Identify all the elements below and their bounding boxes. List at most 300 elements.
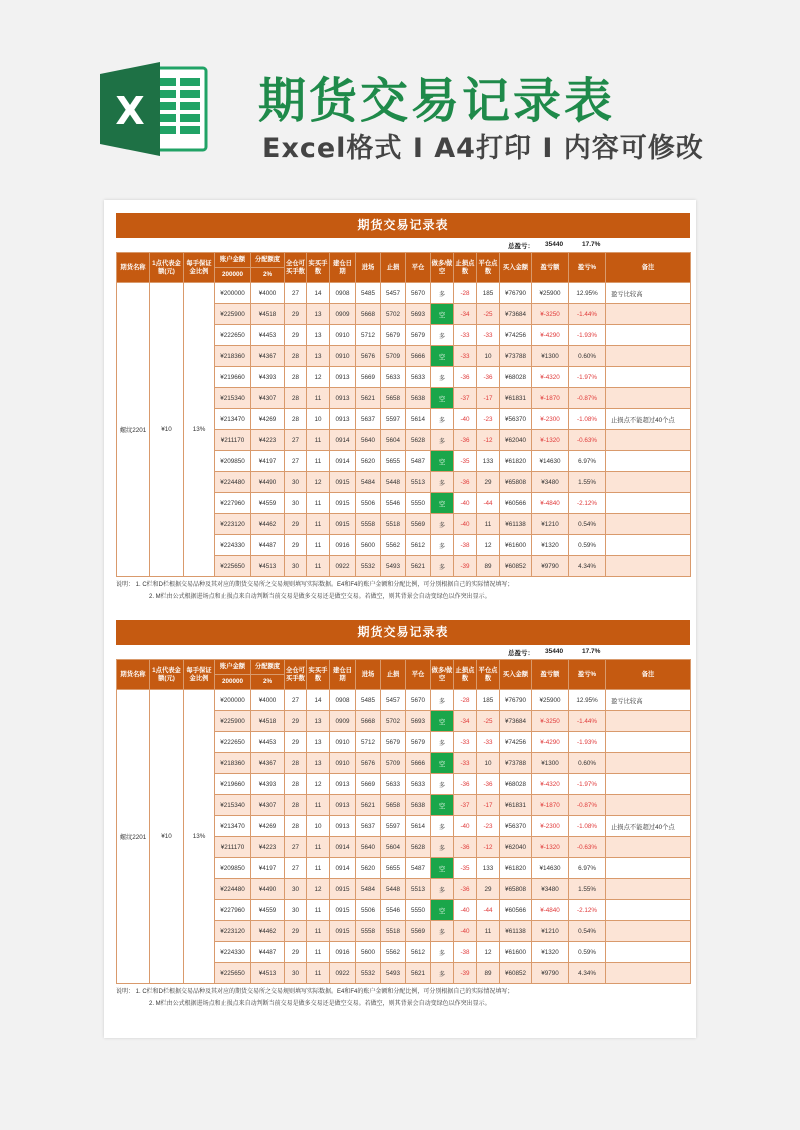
cell-direction: 空	[431, 900, 454, 921]
cell-stop: 5679	[381, 732, 406, 753]
cell-max-lots: 27	[285, 283, 307, 304]
cell-direction: 多	[431, 430, 454, 451]
cell-close-points: 133	[477, 451, 500, 472]
cell-entry: 5485	[356, 690, 381, 711]
cell-remark	[606, 451, 691, 472]
cell-pnl-pct: -0.63%	[569, 837, 606, 858]
cell-entry: 5532	[356, 963, 381, 984]
cell-alloc: ¥4518	[251, 304, 285, 325]
cell-pnl: ¥25900	[532, 690, 569, 711]
cell-actual-lots: 12	[307, 879, 330, 900]
header-max-lots: 全仓可买手数	[285, 253, 307, 283]
cell-stop-points: -36	[454, 879, 477, 900]
cell-pnl: ¥1300	[532, 346, 569, 367]
cell-close-points: -12	[477, 837, 500, 858]
cell-close-points: -44	[477, 493, 500, 514]
cell-date: 0915	[330, 514, 356, 535]
cell-account: ¥218360	[215, 346, 251, 367]
cell-alloc: ¥4367	[251, 753, 285, 774]
cell-max-lots: 29	[285, 732, 307, 753]
cell-date: 0908	[330, 283, 356, 304]
cell-actual-lots: 11	[307, 514, 330, 535]
cell-alloc: ¥4490	[251, 879, 285, 900]
cell-close-points: 12	[477, 535, 500, 556]
cell-stop: 5702	[381, 304, 406, 325]
header-account: 账户金额	[215, 660, 251, 675]
cell-remark	[606, 493, 691, 514]
cell-buy-amount: ¥61831	[500, 388, 532, 409]
cell-entry: 5676	[356, 753, 381, 774]
cell-direction: 多	[431, 409, 454, 430]
cell-actual-lots: 13	[307, 346, 330, 367]
cell-remark	[606, 535, 691, 556]
cell-close: 5487	[406, 858, 431, 879]
cell-max-lots: 29	[285, 325, 307, 346]
cell-close: 5693	[406, 711, 431, 732]
cell-close-points: 185	[477, 690, 500, 711]
cell-close: 5621	[406, 556, 431, 577]
cell-alloc: ¥4393	[251, 367, 285, 388]
cell-margin: 13%	[184, 283, 215, 577]
cell-stop: 5518	[381, 514, 406, 535]
cell-alloc: ¥4487	[251, 535, 285, 556]
summary-label: 总盈亏：	[508, 650, 534, 657]
cell-remark	[606, 900, 691, 921]
cell-stop-points: -39	[454, 963, 477, 984]
cell-entry: 5532	[356, 556, 381, 577]
note-line-1: 说明： 1. C栏和D栏根据交易品种及其对应的期货交易所之交易规则填写实际数据。E4和F4的账户金额和分配比例，可分别根据自己的实际情况填写；	[116, 582, 514, 588]
cell-account: ¥211170	[215, 430, 251, 451]
cell-buy-amount: ¥62040	[500, 430, 532, 451]
cell-actual-lots: 12	[307, 472, 330, 493]
cell-account: ¥218360	[215, 753, 251, 774]
table-row	[117, 690, 691, 711]
cell-direction: 多	[431, 535, 454, 556]
cell-stop: 5679	[381, 325, 406, 346]
cell-date: 0913	[330, 409, 356, 430]
cell-account: ¥219660	[215, 367, 251, 388]
cell-date: 0922	[330, 963, 356, 984]
cell-buy-amount: ¥73788	[500, 753, 532, 774]
cell-close: 5513	[406, 472, 431, 493]
cell-close: 5550	[406, 900, 431, 921]
cell-pnl: ¥-2300	[532, 816, 569, 837]
cell-date: 0914	[330, 837, 356, 858]
cell-alloc: ¥4453	[251, 732, 285, 753]
cell-close: 5569	[406, 921, 431, 942]
cell-alloc: ¥4518	[251, 711, 285, 732]
cell-product: 螺纹2201	[117, 283, 150, 577]
cell-remark	[606, 472, 691, 493]
cell-pnl: ¥1210	[532, 514, 569, 535]
cell-pnl: ¥9790	[532, 963, 569, 984]
cell-close: 5513	[406, 879, 431, 900]
cell-date: 0913	[330, 795, 356, 816]
cell-alloc: ¥4462	[251, 514, 285, 535]
cell-pnl: ¥-3250	[532, 304, 569, 325]
cell-actual-lots: 11	[307, 388, 330, 409]
header-actual-lots: 实买手数	[307, 660, 330, 690]
cell-close-points: 10	[477, 753, 500, 774]
cell-close-points: -36	[477, 774, 500, 795]
cell-date: 0910	[330, 325, 356, 346]
cell-account: ¥213470	[215, 816, 251, 837]
cell-close-points: 10	[477, 346, 500, 367]
cell-stop: 5546	[381, 493, 406, 514]
header-stop: 止损	[381, 660, 406, 690]
cell-actual-lots: 10	[307, 409, 330, 430]
cell-pnl: ¥-4840	[532, 493, 569, 514]
record-table-1	[116, 213, 690, 603]
cell-alloc: ¥4223	[251, 430, 285, 451]
cell-buy-amount: ¥56370	[500, 816, 532, 837]
cell-buy-amount: ¥60566	[500, 900, 532, 921]
cell-point-value: ¥10	[150, 283, 184, 577]
header-pnl: 盈亏额	[532, 660, 569, 690]
cell-account: ¥213470	[215, 409, 251, 430]
cell-actual-lots: 13	[307, 304, 330, 325]
cell-direction: 空	[431, 795, 454, 816]
cell-stop-points: -28	[454, 283, 477, 304]
cell-buy-amount: ¥61138	[500, 514, 532, 535]
cell-actual-lots: 14	[307, 283, 330, 304]
cell-close: 5679	[406, 732, 431, 753]
cell-direction: 多	[431, 774, 454, 795]
spreadsheet-page	[104, 200, 696, 1038]
cell-date: 0915	[330, 900, 356, 921]
cell-remark	[606, 858, 691, 879]
cell-pnl-pct: 0.60%	[569, 346, 606, 367]
note-line-2: 2. M栏由公式根据进场点和止损点来自动判断当前交易是做多交易还是做空交易。若做空，则其背景会自动变绿色以作突出显示。	[149, 1001, 491, 1007]
header-direction: 做多/做空	[431, 660, 454, 690]
cell-buy-amount: ¥60852	[500, 963, 532, 984]
cell-alloc: ¥4197	[251, 451, 285, 472]
cell-stop: 5448	[381, 472, 406, 493]
cell-close: 5670	[406, 283, 431, 304]
cell-alloc: ¥4513	[251, 556, 285, 577]
cell-remark	[606, 753, 691, 774]
cell-remark: 止损点不能超过40个点	[606, 409, 691, 430]
trade-table	[116, 659, 691, 984]
cell-actual-lots: 13	[307, 711, 330, 732]
cell-date: 0915	[330, 879, 356, 900]
cell-stop-points: -35	[454, 858, 477, 879]
cell-entry: 5600	[356, 535, 381, 556]
cell-account: ¥215340	[215, 388, 251, 409]
cell-close: 5638	[406, 795, 431, 816]
cell-actual-lots: 13	[307, 732, 330, 753]
cell-stop: 5655	[381, 451, 406, 472]
header-entry: 进场	[356, 253, 381, 283]
cell-close: 5621	[406, 963, 431, 984]
cell-stop: 5655	[381, 858, 406, 879]
cell-buy-amount: ¥73684	[500, 304, 532, 325]
cell-direction: 多	[431, 556, 454, 577]
header-point-value: 1点代表金额(元)	[150, 660, 184, 690]
cell-stop: 5604	[381, 837, 406, 858]
cell-pnl: ¥14630	[532, 858, 569, 879]
header-product: 期货名称	[117, 253, 150, 283]
cell-remark	[606, 879, 691, 900]
cell-actual-lots: 14	[307, 690, 330, 711]
cell-alloc: ¥4487	[251, 942, 285, 963]
cell-entry: 5668	[356, 711, 381, 732]
cell-date: 0913	[330, 388, 356, 409]
cell-close: 5638	[406, 388, 431, 409]
cell-buy-amount: ¥62040	[500, 837, 532, 858]
header-stop-points: 止损点数	[454, 253, 477, 283]
cell-stop-points: -38	[454, 942, 477, 963]
cell-remark: 止损点不能超过40个点	[606, 816, 691, 837]
cell-stop: 5658	[381, 388, 406, 409]
cell-close-points: -23	[477, 816, 500, 837]
cell-alloc: ¥4462	[251, 921, 285, 942]
cell-date: 0913	[330, 816, 356, 837]
cell-alloc: ¥4000	[251, 690, 285, 711]
header-remark: 备注	[606, 253, 691, 283]
cell-alloc: ¥4197	[251, 858, 285, 879]
cell-max-lots: 28	[285, 367, 307, 388]
cell-pnl-pct: 12.95%	[569, 283, 606, 304]
cell-buy-amount: ¥74256	[500, 325, 532, 346]
cell-max-lots: 27	[285, 858, 307, 879]
cell-buy-amount: ¥76790	[500, 690, 532, 711]
cell-direction: 空	[431, 346, 454, 367]
cell-pnl: ¥1320	[532, 942, 569, 963]
summary-row	[116, 645, 690, 659]
cell-stop-points: -39	[454, 556, 477, 577]
cell-date: 0910	[330, 346, 356, 367]
header-actual-lots: 实买手数	[307, 253, 330, 283]
cell-max-lots: 27	[285, 690, 307, 711]
header-buy-amount: 买入金额	[500, 660, 532, 690]
cell-account: ¥223120	[215, 921, 251, 942]
cell-pnl: ¥-2300	[532, 409, 569, 430]
cell-pnl: ¥-4320	[532, 367, 569, 388]
cell-date: 0916	[330, 535, 356, 556]
cell-direction: 多	[431, 472, 454, 493]
cell-alloc: ¥4490	[251, 472, 285, 493]
cell-entry: 5668	[356, 304, 381, 325]
cell-actual-lots: 13	[307, 325, 330, 346]
cell-pnl: ¥14630	[532, 451, 569, 472]
cell-pnl: ¥25900	[532, 283, 569, 304]
cell-pnl: ¥-1320	[532, 837, 569, 858]
cell-stop-points: -34	[454, 304, 477, 325]
cell-close: 5614	[406, 409, 431, 430]
cell-account: ¥222650	[215, 325, 251, 346]
cell-stop-points: -40	[454, 900, 477, 921]
cell-stop-points: -36	[454, 774, 477, 795]
cell-account: ¥225650	[215, 963, 251, 984]
cell-pnl-pct: 0.59%	[569, 535, 606, 556]
cell-stop: 5633	[381, 774, 406, 795]
cell-close-points: 11	[477, 514, 500, 535]
cell-pnl: ¥-3250	[532, 711, 569, 732]
cell-entry: 5506	[356, 900, 381, 921]
note-line-1: 说明： 1. C栏和D栏根据交易品种及其对应的期货交易所之交易规则填写实际数据。E4和F4的账户金额和分配比例，可分别根据自己的实际情况填写；	[116, 989, 514, 995]
cell-close-points: 185	[477, 283, 500, 304]
cell-close: 5628	[406, 837, 431, 858]
header-stop: 止损	[381, 253, 406, 283]
cell-pnl: ¥3480	[532, 472, 569, 493]
cell-date: 0916	[330, 942, 356, 963]
cell-stop-points: -33	[454, 753, 477, 774]
cell-remark	[606, 963, 691, 984]
cell-alloc: ¥4269	[251, 409, 285, 430]
cell-date: 0914	[330, 451, 356, 472]
cell-account: ¥211170	[215, 837, 251, 858]
cell-pnl: ¥1210	[532, 921, 569, 942]
cell-account: ¥219660	[215, 774, 251, 795]
cell-stop: 5493	[381, 556, 406, 577]
header-pnl-pct: 盈亏%	[569, 660, 606, 690]
cell-close-points: 29	[477, 879, 500, 900]
cell-max-lots: 29	[285, 921, 307, 942]
cell-account: ¥200000	[215, 690, 251, 711]
cell-stop: 5633	[381, 367, 406, 388]
cell-close: 5612	[406, 942, 431, 963]
cell-date: 0915	[330, 921, 356, 942]
cell-pnl-pct: 0.54%	[569, 514, 606, 535]
cell-remark: 盈亏比较高	[606, 690, 691, 711]
cell-date: 0910	[330, 753, 356, 774]
cell-direction: 多	[431, 837, 454, 858]
cell-close-points: -36	[477, 367, 500, 388]
cell-entry: 5637	[356, 816, 381, 837]
cell-actual-lots: 13	[307, 753, 330, 774]
cell-date: 0915	[330, 493, 356, 514]
cell-entry: 5637	[356, 409, 381, 430]
cell-close-points: -25	[477, 304, 500, 325]
cell-alloc: ¥4393	[251, 774, 285, 795]
cell-close-points: 29	[477, 472, 500, 493]
cell-actual-lots: 11	[307, 837, 330, 858]
cell-entry: 5506	[356, 493, 381, 514]
cell-max-lots: 30	[285, 472, 307, 493]
cell-remark	[606, 367, 691, 388]
cell-account: ¥224480	[215, 472, 251, 493]
cell-remark	[606, 430, 691, 451]
cell-pnl-pct: -2.12%	[569, 900, 606, 921]
cell-entry: 5600	[356, 942, 381, 963]
cell-remark	[606, 514, 691, 535]
cell-actual-lots: 12	[307, 774, 330, 795]
cell-alloc: ¥4000	[251, 283, 285, 304]
cell-point-value: ¥10	[150, 690, 184, 984]
cell-actual-lots: 11	[307, 795, 330, 816]
cell-account: ¥215340	[215, 795, 251, 816]
cell-max-lots: 28	[285, 795, 307, 816]
cell-remark	[606, 921, 691, 942]
cell-entry: 5558	[356, 514, 381, 535]
cell-close: 5666	[406, 753, 431, 774]
cell-pnl-pct: 12.95%	[569, 690, 606, 711]
cell-max-lots: 28	[285, 774, 307, 795]
cell-entry: 5640	[356, 430, 381, 451]
cell-stop-points: -36	[454, 430, 477, 451]
cell-stop-points: -28	[454, 690, 477, 711]
cell-pnl-pct: -1.44%	[569, 711, 606, 732]
cell-remark: 盈亏比较高	[606, 283, 691, 304]
cell-remark	[606, 711, 691, 732]
page-title: 期货交易记录表	[258, 73, 616, 129]
cell-max-lots: 27	[285, 430, 307, 451]
cell-stop-points: -40	[454, 409, 477, 430]
cell-alloc: ¥4453	[251, 325, 285, 346]
cell-buy-amount: ¥56370	[500, 409, 532, 430]
notes	[116, 984, 690, 1010]
cell-stop-points: -34	[454, 711, 477, 732]
cell-entry: 5669	[356, 774, 381, 795]
cell-stop-points: -35	[454, 451, 477, 472]
cell-close-points: -33	[477, 732, 500, 753]
cell-direction: 多	[431, 367, 454, 388]
header-alloc: 分配额度	[251, 253, 285, 268]
cell-close-points: 89	[477, 556, 500, 577]
cell-pnl-pct: -2.12%	[569, 493, 606, 514]
cell-direction: 多	[431, 963, 454, 984]
cell-account: ¥224330	[215, 535, 251, 556]
cell-stop-points: -40	[454, 921, 477, 942]
cell-stop: 5448	[381, 879, 406, 900]
cell-remark	[606, 304, 691, 325]
cell-close-points: -25	[477, 711, 500, 732]
summary-pct: 17.7%	[582, 648, 601, 655]
header-close-points: 平仓点数	[477, 660, 500, 690]
cell-max-lots: 29	[285, 304, 307, 325]
cell-pnl: ¥-4840	[532, 900, 569, 921]
trade-table	[116, 252, 691, 577]
cell-alloc: ¥4269	[251, 816, 285, 837]
cell-direction: 空	[431, 711, 454, 732]
cell-close: 5550	[406, 493, 431, 514]
cell-buy-amount: ¥65808	[500, 472, 532, 493]
cell-pnl-pct: 4.34%	[569, 556, 606, 577]
cell-actual-lots: 11	[307, 451, 330, 472]
cell-close-points: -17	[477, 795, 500, 816]
cell-entry: 5620	[356, 451, 381, 472]
header-product: 期货名称	[117, 660, 150, 690]
cell-actual-lots: 11	[307, 900, 330, 921]
cell-buy-amount: ¥73684	[500, 711, 532, 732]
cell-date: 0913	[330, 367, 356, 388]
cell-close-points: -33	[477, 325, 500, 346]
header-contract: 建仓日期	[330, 253, 356, 283]
cell-close-points: -17	[477, 388, 500, 409]
cell-buy-amount: ¥61831	[500, 795, 532, 816]
cell-stop: 5597	[381, 409, 406, 430]
cell-pnl-pct: -1.44%	[569, 304, 606, 325]
cell-pnl-pct: 4.34%	[569, 963, 606, 984]
cell-close: 5670	[406, 690, 431, 711]
cell-remark	[606, 732, 691, 753]
cell-pnl-pct: -0.87%	[569, 795, 606, 816]
sheet-title: 期货交易记录表	[116, 213, 690, 238]
cell-max-lots: 27	[285, 837, 307, 858]
cell-pnl-pct: 6.97%	[569, 451, 606, 472]
cell-max-lots: 30	[285, 900, 307, 921]
cell-close: 5666	[406, 346, 431, 367]
cell-pnl-pct: -1.08%	[569, 816, 606, 837]
cell-entry: 5712	[356, 732, 381, 753]
cell-date: 0908	[330, 690, 356, 711]
cell-date: 0914	[330, 430, 356, 451]
cell-account: ¥200000	[215, 283, 251, 304]
cell-pnl-pct: -1.08%	[569, 409, 606, 430]
record-table-2	[116, 620, 690, 1010]
cell-pnl-pct: 0.54%	[569, 921, 606, 942]
